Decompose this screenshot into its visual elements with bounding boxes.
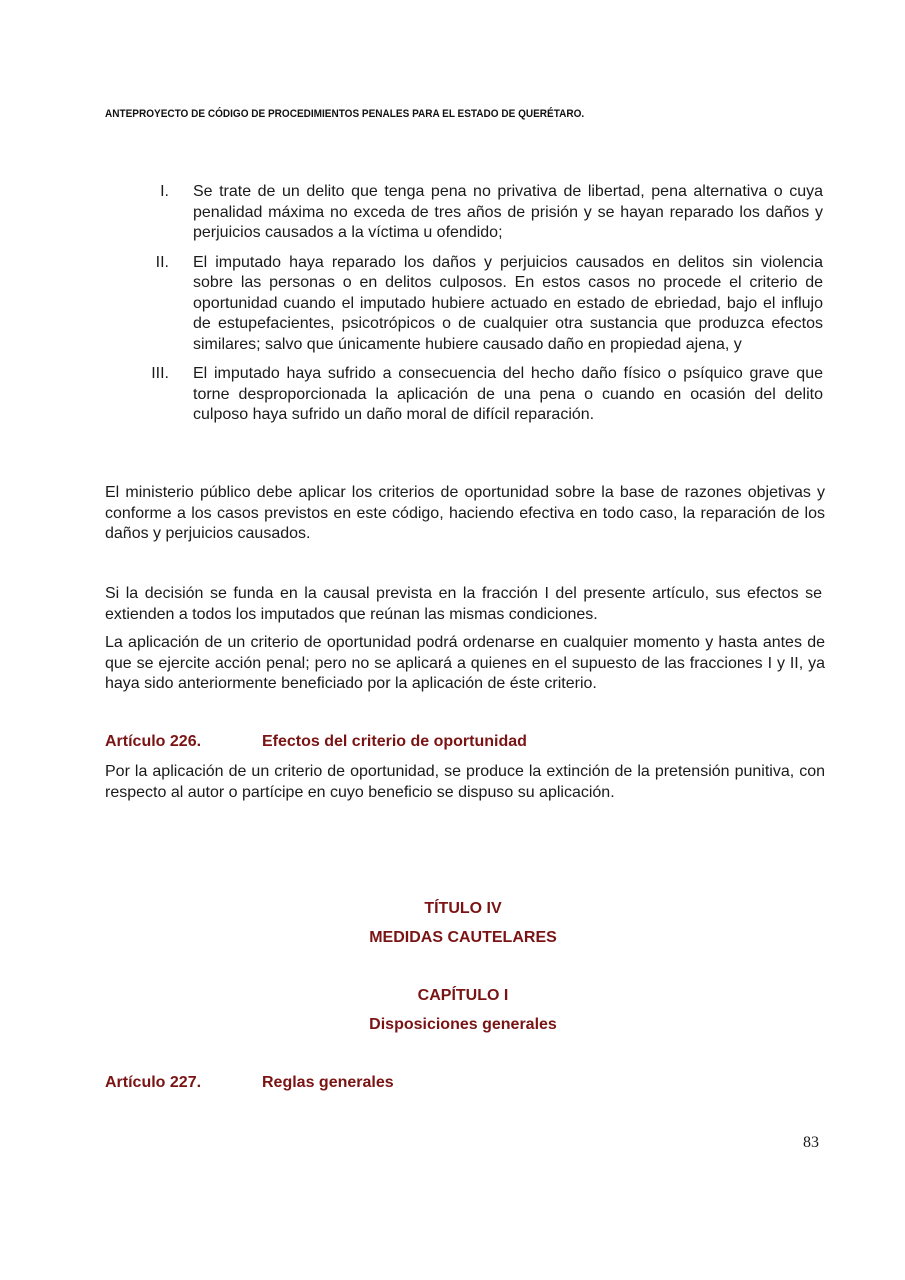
page-number: 83 (803, 1134, 819, 1151)
article-227-heading (105, 1074, 394, 1092)
list-item (105, 364, 823, 426)
titulo-number: TÍTULO IV (424, 900, 502, 917)
list-item (105, 253, 823, 356)
paragraph-decision: Si la decisión se funda en la causal prevista en la fracción I del presente artículo, sus efectos se extienden a todos los imputados que reúnan las mismas condiciones. (105, 585, 822, 623)
list-item-text: El imputado haya reparado los daños y perjuicios causados en delitos sin violencia sobre las personas o en delitos culposos. En estos casos no procede el criterio de oportunidad cuando el imputado hubiere actuado en estado de ebriedad, bajo el influjo de estupefacientes, psicotrópicos o de cualquier otra sustancia que produzca efectos similares; salvo que únicamente hubiere causado daño en propiedad ajena, y (193, 253, 823, 353)
list-item-text: Se trate de un delito que tenga pena no privativa de libertad, pena alternativa o cuya penalidad máxima no exceda de tres años de prisión y se hayan reparado los daños y perjuicios causados a la víctima u ofendido; (193, 183, 823, 241)
article-number: Artículo 226. (105, 733, 202, 750)
titulo-name: MEDIDAS CAUTELARES (369, 929, 557, 946)
article-226-heading (105, 733, 527, 751)
list-item-text: El imputado haya sufrido a consecuencia del hecho daño físico o psíquico grave que torne desproporcionada la aplicación de una pena o cuando en ocasión del delito culposo haya sufrido un daño moral de difícil reparación. (193, 365, 823, 423)
fraction-list (105, 182, 823, 435)
article-title: Efectos del criterio de oportunidad (262, 733, 527, 750)
capitulo-name: Disposiciones generales (369, 1016, 557, 1033)
list-item-number: III. (151, 365, 169, 382)
list-item-number: I. (160, 183, 169, 200)
article-number: Artículo 227. (105, 1074, 202, 1091)
capitulo-number: CAPÍTULO I (417, 987, 509, 1004)
article-226-text: Por la aplicación de un criterio de oportunidad, se produce la extinción de la pretensión punitiva, con respecto al autor o partícipe en cuyo beneficio se dispuso su aplicación. (105, 763, 825, 801)
paragraph-ministerio: El ministerio público debe aplicar los criterios de oportunidad sobre la base de razones objetivas y conforme a los casos previstos en este código, haciendo efectiva en todo caso, la reparación de los daños y perjuicios causados. (105, 484, 825, 542)
list-item (105, 182, 823, 244)
document-header: ANTEPROYECTO DE CÓDIGO DE PROCEDIMIENTOS PENALES PARA EL ESTADO DE QUERÉTARO. (105, 108, 585, 120)
article-title: Reglas generales (262, 1074, 394, 1091)
list-item-number: II. (155, 253, 169, 271)
paragraph-aplicacion: La aplicación de un criterio de oportunidad podrá ordenarse en cualquier momento y hasta antes de que se ejercite acción penal; pero no se aplicará a quienes en el supuesto de las fracciones I y II, ya haya sido anteriormente beneficiado por la aplicación de éste criterio. (105, 634, 825, 692)
